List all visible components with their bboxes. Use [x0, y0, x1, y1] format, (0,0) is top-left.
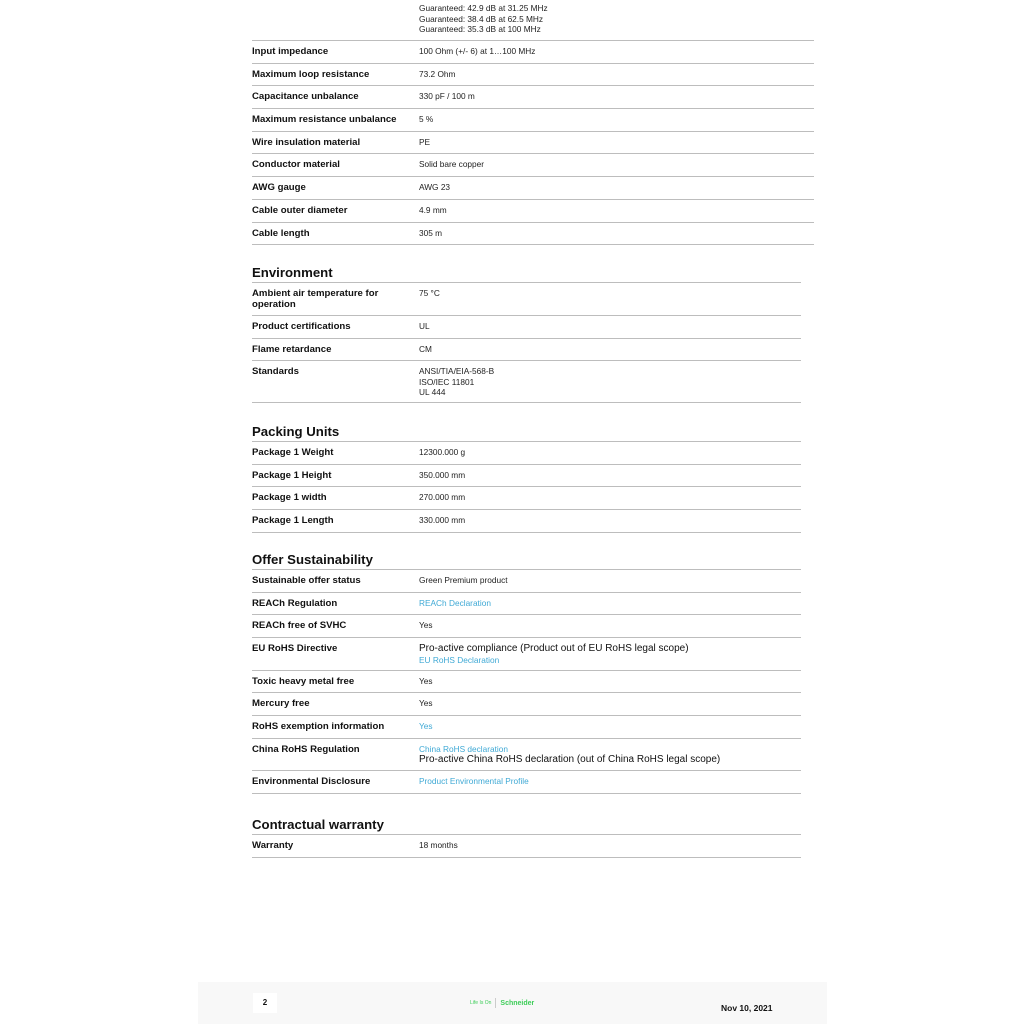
- spec-value: [419, 620, 801, 633]
- spec-label: Package 1 width: [252, 492, 327, 504]
- document-link[interactable]: Product Environmental Profile: [419, 776, 529, 787]
- section-title: Environment: [252, 265, 801, 283]
- spec-label: Product certifications: [252, 320, 351, 332]
- value-text: 12300.000 g: [419, 447, 466, 457]
- spec-value: [419, 228, 814, 241]
- schneider-logo: [470, 998, 534, 1008]
- value-text: ISO/IEC 11801: [419, 376, 475, 387]
- spec-row: [252, 716, 801, 739]
- spec-value: [419, 366, 801, 398]
- spec-value: [419, 159, 814, 172]
- document-link[interactable]: China RoHS declaration: [419, 743, 509, 754]
- spec-label: EU RoHS Directive: [252, 643, 338, 655]
- spec-row: [252, 442, 801, 465]
- value-text: 18 months: [419, 840, 458, 850]
- spec-label: AWG gauge: [252, 182, 306, 194]
- value-text: Green Premium product: [419, 575, 508, 585]
- spec-value: [419, 598, 801, 611]
- spec-value: [419, 321, 801, 334]
- spec-row: [252, 132, 814, 155]
- spec-label: Wire insulation material: [252, 136, 361, 148]
- document-link[interactable]: Yes: [419, 721, 433, 732]
- spec-row: [252, 361, 801, 403]
- value-line: Guaranteed: 38.4 dB at 62.5 MHz: [419, 13, 544, 24]
- value-text: Pro-active compliance (Product out of EU RoHS legal scope): [419, 643, 689, 655]
- spec-label: Flame retardance: [252, 343, 332, 355]
- value-text: 270.000 mm: [419, 492, 466, 503]
- value-text: 4.9 mm: [419, 204, 447, 215]
- value-text: 100 Ohm (+/- 6) at 1…100 MHz: [419, 46, 536, 56]
- logo-divider: [495, 998, 496, 1008]
- spec-row: [252, 593, 801, 616]
- spec-row: [252, 64, 814, 87]
- spec-label: Package 1 Height: [252, 469, 332, 481]
- spec-label: Package 1 Length: [252, 515, 334, 527]
- spec-row: [252, 339, 801, 362]
- spec-row: [252, 465, 801, 488]
- value-text: UL: [419, 320, 430, 331]
- spec-row: [252, 615, 801, 638]
- spec-value: [419, 575, 801, 588]
- value-text: Solid bare copper: [419, 159, 485, 170]
- spec-value: [419, 840, 801, 853]
- section-title: Contractual warranty: [252, 817, 801, 835]
- spec-label: Maximum resistance unbalance: [252, 114, 397, 126]
- spec-row: [252, 771, 801, 794]
- spec-row: [252, 316, 801, 339]
- spec-label: China RoHS Regulation: [252, 743, 360, 755]
- spec-label: RoHS exemption information: [252, 721, 385, 733]
- spec-row: [252, 86, 814, 109]
- value-text: UL 444: [419, 387, 446, 398]
- spec-row: [252, 283, 801, 316]
- value-text: ANSI/TIA/EIA-568-B: [419, 366, 495, 377]
- spec-label: Maximum loop resistance: [252, 68, 370, 80]
- spec-value: [419, 114, 814, 127]
- print-date: Nov 10, 2021: [721, 1003, 773, 1013]
- value-text: 305 m: [419, 227, 443, 238]
- value-text: AWG 23: [419, 182, 451, 193]
- spec-value: [419, 91, 814, 104]
- spec-label: Conductor material: [252, 159, 340, 171]
- value-line: Guaranteed: 35.3 dB at 100 MHz: [419, 24, 541, 35]
- spec-label: Ambient air temperature for operation: [252, 288, 379, 311]
- spec-value: [419, 744, 801, 767]
- logo-brand: Schneider: [500, 999, 535, 1007]
- spec-row: [252, 487, 801, 510]
- spec-label: Package 1 Weight: [252, 447, 334, 458]
- page-footer: [198, 982, 827, 1024]
- value-text: Yes: [419, 698, 433, 709]
- spec-label: Toxic heavy metal free: [252, 675, 355, 687]
- value-text: 330.000 mm: [419, 515, 466, 526]
- spec-section: [252, 265, 801, 403]
- spec-value: [419, 46, 814, 59]
- spec-value: [419, 721, 801, 734]
- spec-row: [252, 693, 801, 716]
- value-text: Yes: [419, 620, 433, 631]
- spec-section: [252, 552, 801, 794]
- spec-value: [419, 776, 801, 789]
- spec-row: [252, 739, 801, 772]
- spec-value: [419, 344, 801, 357]
- spec-section: [252, 40, 814, 245]
- spec-row: [252, 223, 814, 246]
- spec-value: [419, 643, 801, 666]
- logo-tagline: Life Is On: [470, 1000, 492, 1006]
- spec-label: Cable outer diameter: [252, 204, 348, 216]
- spec-label: REACh Regulation: [252, 597, 338, 609]
- spec-row: [252, 835, 801, 858]
- spec-section: [252, 817, 801, 858]
- spec-value: [419, 676, 801, 689]
- value-text: PE: [419, 136, 431, 147]
- document-link[interactable]: REACh Declaration: [419, 597, 491, 608]
- value-text: 330 pF / 100 m: [419, 91, 475, 102]
- spec-value: [419, 492, 801, 505]
- spec-value: [419, 205, 814, 218]
- spec-value: [419, 698, 801, 711]
- document-link[interactable]: EU RoHS Declaration: [419, 655, 500, 666]
- attenuation-values: [419, 3, 548, 35]
- spec-label: REACh free of SVHC: [252, 620, 347, 632]
- section-title: Offer Sustainability: [252, 552, 801, 570]
- spec-row: [252, 200, 814, 223]
- spec-label: Capacitance unbalance: [252, 91, 359, 103]
- value-text: Yes: [419, 675, 433, 686]
- spec-label: Cable length: [252, 227, 310, 239]
- spec-row: [252, 510, 801, 533]
- spec-row: [252, 671, 801, 694]
- spec-value: [419, 69, 814, 82]
- spec-label: Environmental Disclosure: [252, 776, 371, 788]
- spec-section: [252, 424, 801, 533]
- spec-row: [252, 177, 814, 200]
- value-text: Pro-active China RoHS declaration (out of China RoHS legal scope): [419, 754, 721, 766]
- spec-label: Standards: [252, 366, 299, 378]
- spec-row: [252, 570, 801, 593]
- spec-row: [252, 41, 814, 64]
- spec-value: [419, 515, 801, 528]
- spec-label: Mercury free: [252, 698, 310, 710]
- spec-value: [419, 182, 814, 195]
- spec-row: [252, 638, 801, 671]
- spec-value: [419, 447, 801, 460]
- value-text: 75 °C: [419, 288, 440, 298]
- page-number: 2: [253, 993, 277, 1013]
- spec-label: Input impedance: [252, 46, 329, 57]
- spec-label: Sustainable offer status: [252, 575, 361, 586]
- section-title: Packing Units: [252, 424, 801, 442]
- value-text: CM: [419, 343, 432, 354]
- spec-value: [419, 288, 801, 311]
- value-line: Guaranteed: 42.9 dB at 31.25 MHz: [419, 3, 548, 13]
- spec-value: [419, 137, 814, 150]
- spec-row: [252, 109, 814, 132]
- value-text: 5 %: [419, 114, 434, 125]
- value-text: 350.000 mm: [419, 469, 466, 480]
- spec-row: [252, 154, 814, 177]
- spec-label: Warranty: [252, 840, 294, 851]
- spec-value: [419, 470, 801, 483]
- value-text: 73.2 Ohm: [419, 68, 456, 79]
